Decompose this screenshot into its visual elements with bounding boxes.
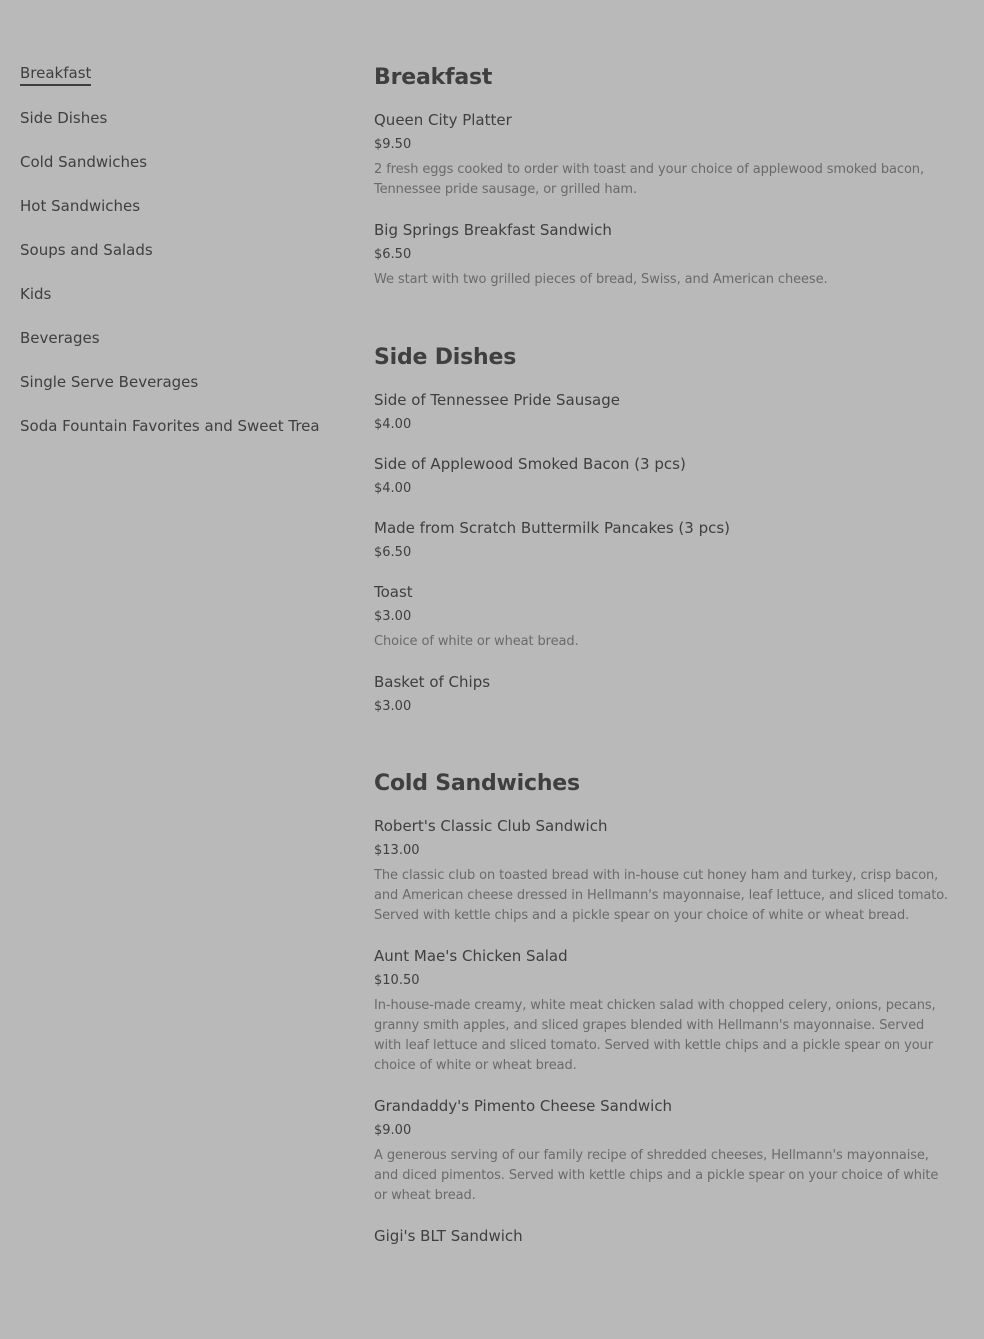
item-price: $4.00 xyxy=(374,481,412,496)
item-name: Made from Scratch Buttermilk Pancakes (3 pcs) xyxy=(374,519,731,537)
menu-item xyxy=(374,582,954,652)
sidebar-row xyxy=(20,328,350,372)
item-price: $9.50 xyxy=(374,137,412,152)
sidebar-row xyxy=(20,108,350,152)
menu-item xyxy=(374,1096,954,1206)
item-price: $3.00 xyxy=(374,609,412,624)
section-title: Breakfast xyxy=(374,65,493,90)
menu-item xyxy=(374,672,954,716)
sidebar-row xyxy=(20,416,350,460)
sidebar-row xyxy=(20,152,350,196)
item-price: $10.50 xyxy=(374,973,420,988)
item-price: $6.50 xyxy=(374,247,412,262)
sidebar-item-single-serve-beverages[interactable]: Single Serve Beverages xyxy=(20,373,199,391)
item-name: Toast xyxy=(374,583,413,601)
item-name: Side of Applewood Smoked Bacon (3 pcs) xyxy=(374,455,686,473)
sidebar-item-breakfast[interactable]: Breakfast xyxy=(20,63,91,86)
item-name: Aunt Mae's Chicken Salad xyxy=(374,947,568,965)
menu-content xyxy=(374,62,954,1298)
item-name: Gigi's BLT Sandwich xyxy=(374,1227,523,1245)
sidebar-row xyxy=(20,240,350,284)
sidebar-row xyxy=(20,372,350,416)
category-sidebar xyxy=(20,60,350,460)
sidebar-item-cold-sandwiches[interactable]: Cold Sandwiches xyxy=(20,153,148,171)
menu-item xyxy=(374,816,954,926)
item-description: Choice of white or wheat bread. xyxy=(374,634,579,649)
item-name: Grandaddy's Pimento Cheese Sandwich xyxy=(374,1097,673,1115)
sidebar-item-soda-fountain[interactable]: Soda Fountain Favorites and Sweet Trea xyxy=(20,417,320,435)
item-price: $9.00 xyxy=(374,1123,412,1138)
item-name: Robert's Classic Club Sandwich xyxy=(374,817,608,835)
section-title: Side Dishes xyxy=(374,345,517,370)
item-name: Big Springs Breakfast Sandwich xyxy=(374,221,612,239)
sidebar-item-hot-sandwiches[interactable]: Hot Sandwiches xyxy=(20,197,141,215)
menu-section-cold-sandwiches xyxy=(374,768,954,1246)
menu-section-breakfast xyxy=(374,62,954,290)
menu-item xyxy=(374,946,954,1076)
sidebar-row xyxy=(20,284,350,328)
item-name: Queen City Platter xyxy=(374,111,512,129)
item-description: In-house-made creamy, white meat chicken salad with chopped celery, onions, pecans, granny smith apples, and sliced grapes blended with Hellmann's mayonnaise. Served with leaf lettuce and sliced tomato. Served with kettle chips and a pickle spear on your choice of white or wheat bread. xyxy=(374,998,936,1073)
menu-item xyxy=(374,454,954,498)
menu-item xyxy=(374,518,954,562)
item-description: We start with two grilled pieces of bread, Swiss, and American cheese. xyxy=(374,272,828,287)
sidebar-item-beverages[interactable]: Beverages xyxy=(20,329,100,347)
item-name: Basket of Chips xyxy=(374,673,491,691)
sidebar-item-soups-and-salads[interactable]: Soups and Salads xyxy=(20,241,153,259)
menu-item xyxy=(374,390,954,434)
item-price: $3.00 xyxy=(374,699,412,714)
menu-section-side-dishes xyxy=(374,342,954,716)
sidebar-item-kids[interactable]: Kids xyxy=(20,285,52,303)
sidebar-row xyxy=(20,60,350,108)
sidebar-item-side-dishes[interactable]: Side Dishes xyxy=(20,109,108,127)
menu-item xyxy=(374,110,954,200)
menu-item xyxy=(374,220,954,290)
sidebar-row xyxy=(20,196,350,240)
item-name: Side of Tennessee Pride Sausage xyxy=(374,391,620,409)
item-description: A generous serving of our family recipe of shredded cheeses, Hellmann's mayonnaise, and diced pimentos. Served with kettle chips and a pickle spear on your choice of white or wheat bread. xyxy=(374,1148,939,1203)
section-title: Cold Sandwiches xyxy=(374,771,580,796)
menu-item xyxy=(374,1226,954,1246)
item-price: $13.00 xyxy=(374,843,420,858)
item-description: The classic club on toasted bread with in-house cut honey ham and turkey, crisp bacon, and American cheese dressed in Hellmann's mayonnaise, leaf lettuce, and sliced tomato. Served with kettle chips and a pickle spear on your choice of white or wheat bread. xyxy=(374,868,948,923)
item-price: $6.50 xyxy=(374,545,412,560)
item-description: 2 fresh eggs cooked to order with toast and your choice of applewood smoked bacon, Tennessee pride sausage, or grilled ham. xyxy=(374,162,924,197)
item-price: $4.00 xyxy=(374,417,412,432)
